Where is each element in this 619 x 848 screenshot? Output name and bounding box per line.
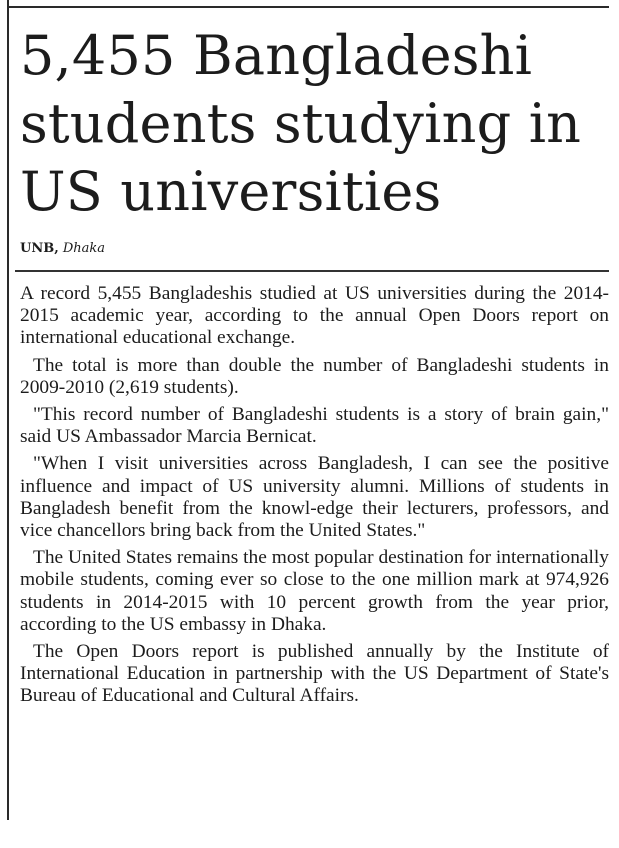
byline bbox=[20, 240, 105, 258]
byline-agency: UNB, bbox=[20, 241, 59, 256]
article-body bbox=[20, 283, 609, 713]
byline-divider bbox=[15, 270, 609, 272]
column-top-rule bbox=[7, 6, 609, 8]
paragraph-5: The United States remains the most popular destination for internationally mobile students, coming ever so close to the one million mark at 974,926 students in 2014-2015 with 10 percent growth from the year prior, according to the US embassy in Dhaka. bbox=[20, 547, 609, 635]
paragraph-4: "When I visit universities across Bangladesh, I can see the positive influence and impact of US university alumni. Millions of students in Bangladesh benefit from the knowl-edge their lecturers, professors, and vice chancellors bring back from the United States." bbox=[20, 453, 609, 542]
byline-place: Dhaka bbox=[62, 241, 106, 256]
headline: 5,455 Bangladeshi students studying in US universities bbox=[20, 24, 582, 223]
paragraph-6: The Open Doors report is published annually by the Institute of International Education in partnership with the US Department of State's Bureau of Educational and Cultural Affairs. bbox=[20, 641, 609, 707]
paragraph-1: A record 5,455 Bangladeshis studied at US universities during the 2014-2015 academic year, according to the annual Open Doors report on international educational exchange. bbox=[20, 283, 609, 349]
paragraph-3: "This record number of Bangladeshi students is a story of brain gain," said US Ambassador Marcia Bernicat. bbox=[20, 404, 609, 448]
paragraph-2: The total is more than double the number of Bangladeshi students in 2009-2010 (2,619 students). bbox=[20, 354, 609, 398]
column-left-rule bbox=[7, 0, 9, 820]
